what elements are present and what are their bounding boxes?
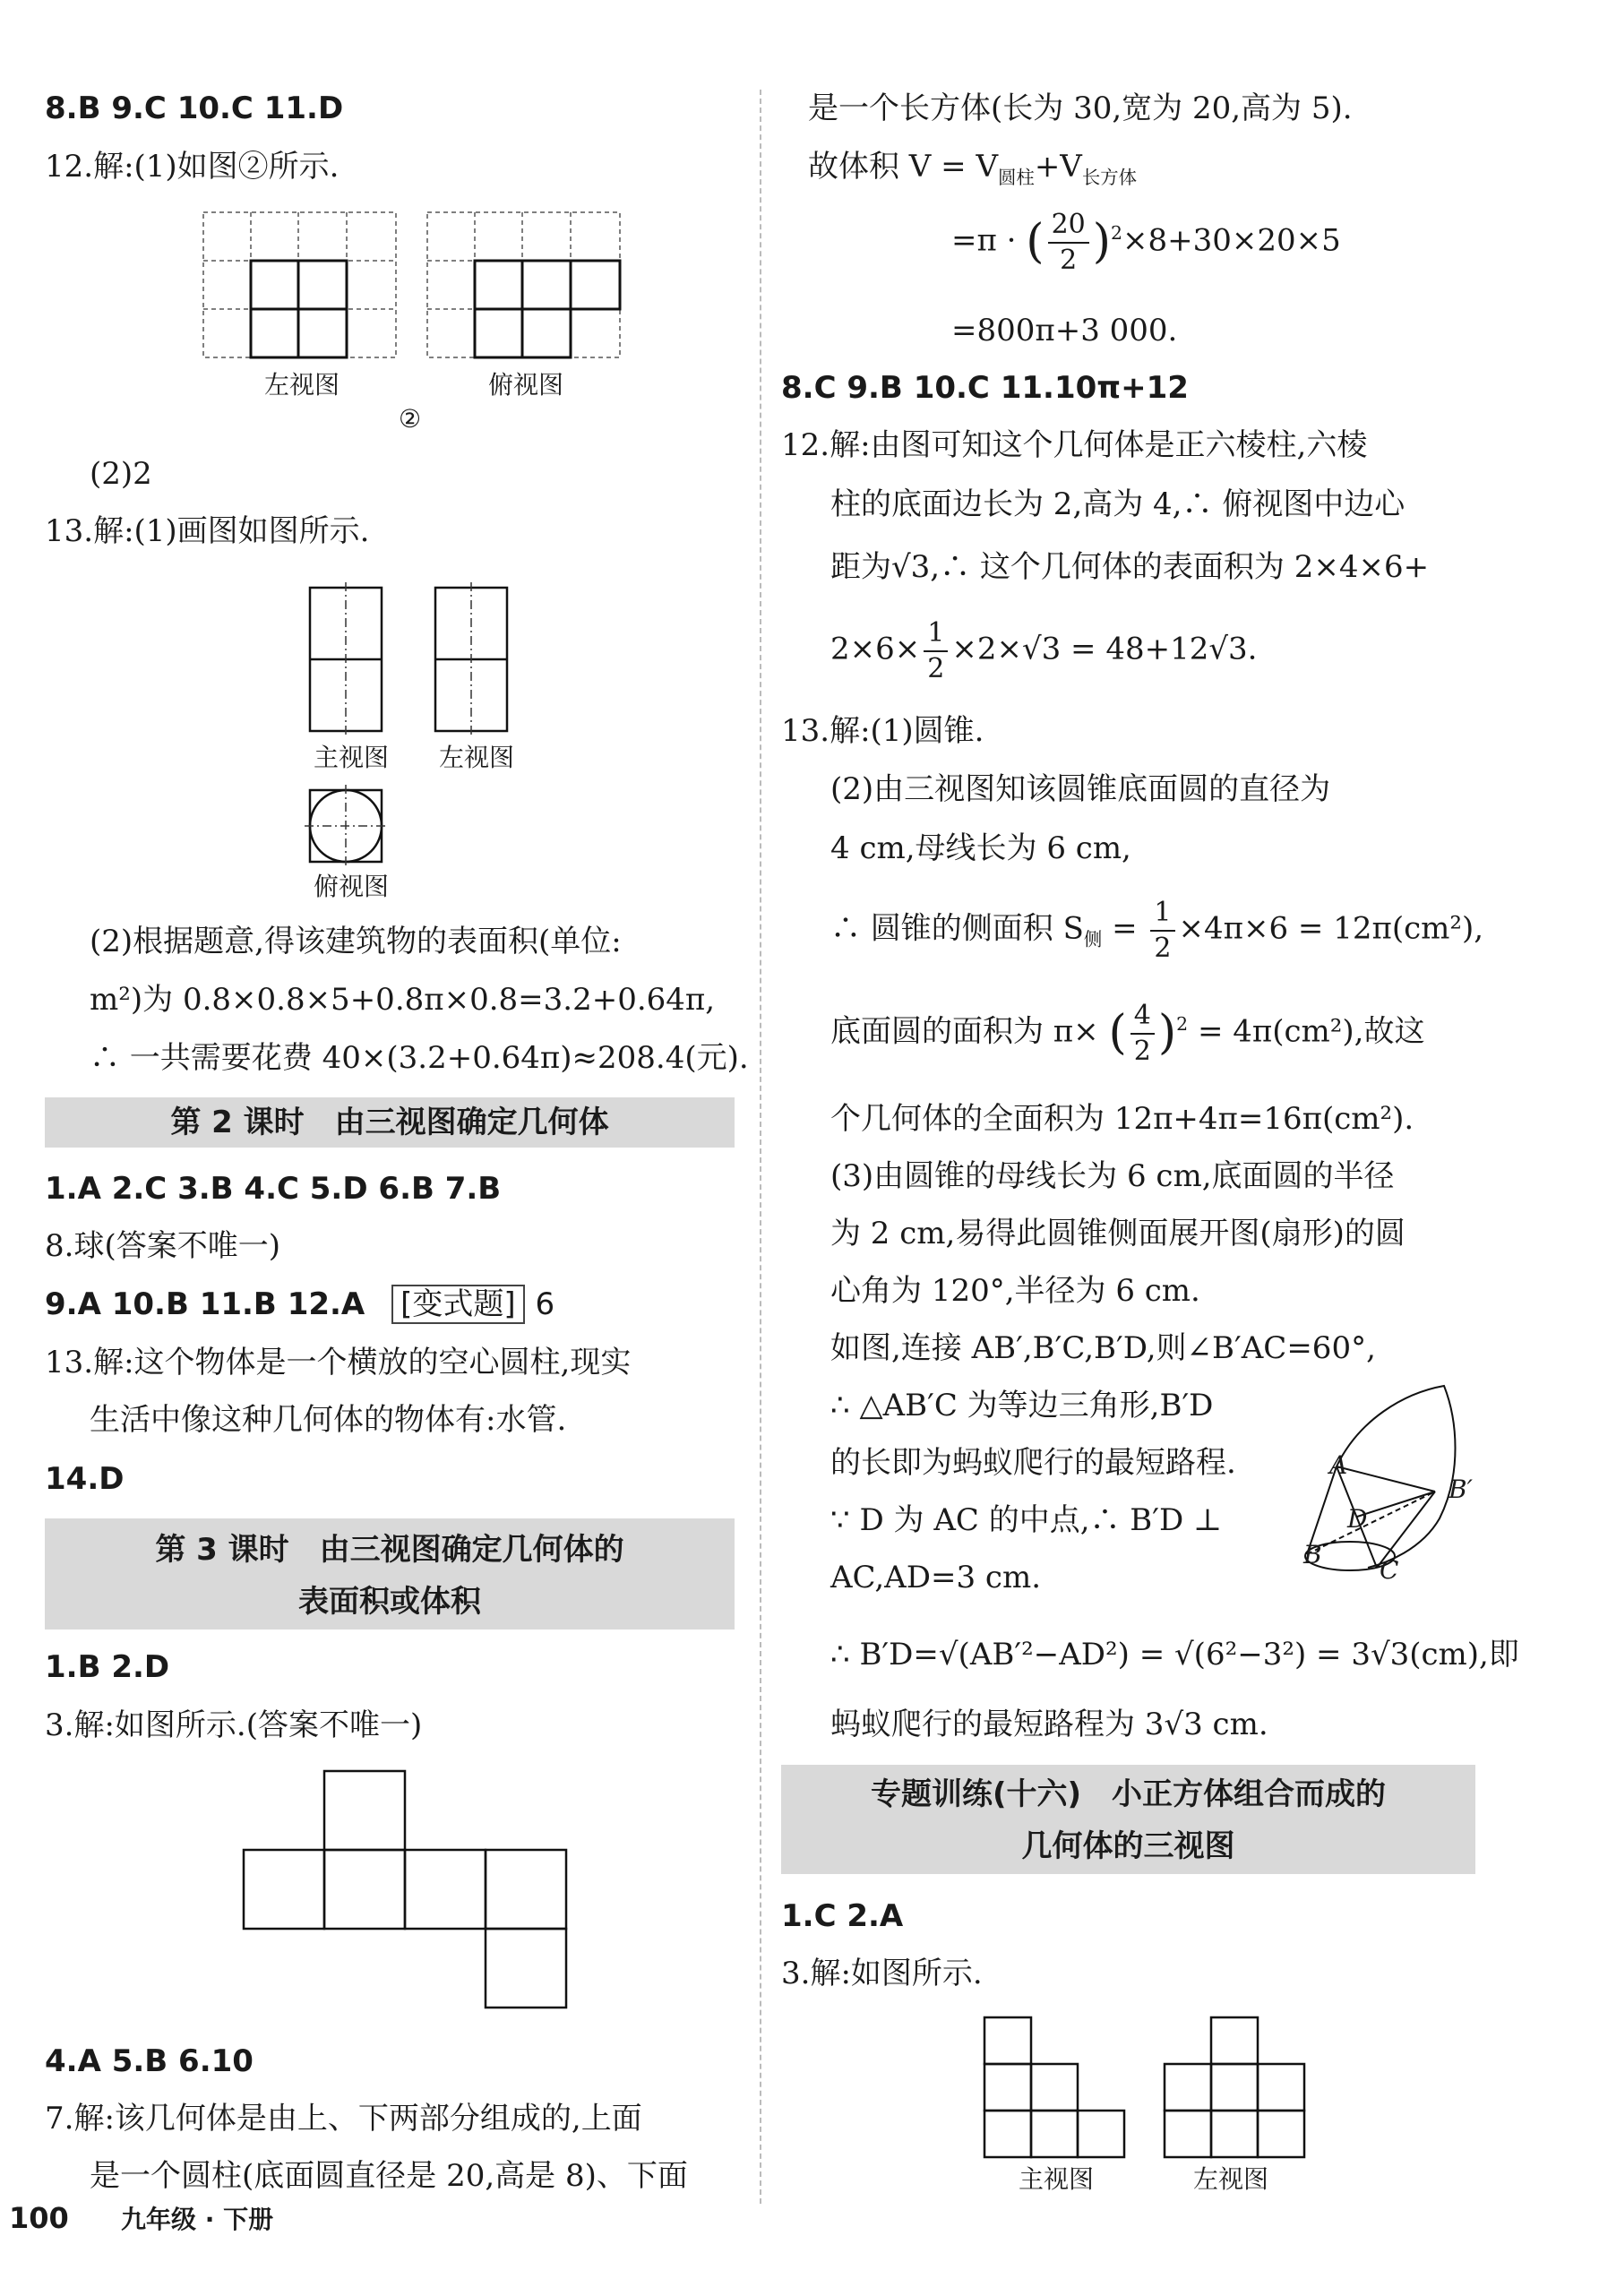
topic-16-banner-line2: 几何体的三视图	[1021, 1828, 1235, 1864]
base-label: 底面圆的面积为 π×	[830, 1013, 1099, 1050]
caption-top-view-13: 俯视图	[314, 872, 390, 901]
answers-9-12	[45, 1286, 554, 1324]
calc-pi: =π ·	[951, 222, 1017, 259]
caption-left-view-13: 左视图	[439, 743, 515, 772]
area-part2: ×2×√3 = 48+12√3.	[951, 631, 1258, 667]
volume-formula	[808, 148, 1137, 189]
total-area: 个几何体的全面积为 12π+4π=16π(cm²).	[830, 1101, 1414, 1137]
grade-label: 九年级 · 下册	[121, 2205, 274, 2234]
shortest-path-calc: ∴ B′D=√(AB′²−AD²) = √(6²−3²) = 3√3(cm),即	[830, 1637, 1519, 1673]
q12-part2: (2)2	[90, 456, 152, 492]
lateral-label: ∴ 圆锥的侧面积 S	[830, 910, 1084, 947]
volume-result: =800π+3 000.	[951, 313, 1178, 348]
q12-right-line2: 柱的底面边长为 2,高为 4,∴ 俯视图中边心	[830, 486, 1406, 522]
topic-figure-views	[983, 2016, 1323, 2168]
q3-solution: 3.解:如图所示.(答案不唯一)	[45, 1707, 423, 1743]
shortest-path-result: 蚂蚁爬行的最短路程为 3√3 cm.	[830, 1707, 1268, 1742]
answers-1-2: 1.B 2.D	[45, 1649, 170, 1685]
q13-right-line3: 4 cm,母线长为 6 cm,	[830, 830, 1131, 866]
figure-label: ②	[399, 404, 422, 434]
base-rest: = 4π(cm²),故这	[1197, 1013, 1425, 1050]
q13-part2-line1: (2)根据题意,得该建筑物的表面积(单位:	[90, 924, 622, 959]
q13-part3-line2: 为 2 cm,易得此圆锥侧面展开图(扇形)的圆	[830, 1216, 1406, 1251]
answers-9-12-text: 9.A 10.B 11.B 12.A	[45, 1286, 365, 1322]
lesson-3-banner-line2: 表面积或体积	[298, 1584, 481, 1620]
q13-answer-line1: 13.解:这个物体是一个横放的空心圆柱,现实	[45, 1345, 632, 1380]
q13-part2-line3: ∴ 一共需要花费 40×(3.2+0.64π)≈208.4(元).	[90, 1040, 749, 1076]
cone-label-bprime: B′	[1449, 1475, 1473, 1504]
q12-right-line4	[830, 616, 1257, 685]
fraction-20-2: $\frac{20}{2}$	[1048, 208, 1089, 277]
q12-right-line1: 12.解:由图可知这个几何体是正六棱柱,六棱	[781, 427, 1368, 463]
q13-part3-line6: 的长即为蚂蚁爬行的最短路程.	[830, 1445, 1236, 1481]
cube-net-figure	[242, 1769, 582, 2011]
fraction-lateral: $\frac{1}{2}$	[1150, 896, 1174, 965]
r-line1: 是一个长方体(长为 30,宽为 20,高为 5).	[808, 90, 1353, 126]
fraction-1-2: $\frac{1}{2}$	[924, 616, 948, 685]
topic-answers-1-2: 1.C 2.A	[781, 1898, 904, 1934]
q13-answer-line2: 生活中像这种几何体的物体有:水管.	[90, 1402, 567, 1438]
lateral-area	[830, 896, 1483, 965]
area-part1: 2×6×	[830, 631, 921, 667]
calc-rest: ×8+30×20×5	[1122, 222, 1341, 259]
lesson-3-banner	[45, 1518, 735, 1630]
base-area: 底面圆的面积为 π× ( $\frac{4}{2}$ )$^2$ = 4π(cm²),故这	[830, 1000, 1425, 1067]
topic-16-banner-line1: 专题训练(十六) 小正方体组合而成的	[870, 1776, 1387, 1812]
caption-front-view: 主视图	[314, 743, 390, 772]
answers-1-7: 1.A 2.C 3.B 4.C 5.D 6.B 7.B	[45, 1171, 502, 1207]
volume-plus: +V	[1034, 149, 1082, 185]
caption-left-view: 左视图	[264, 370, 340, 400]
lateral-eq: =	[1102, 910, 1148, 947]
q7-line2: 是一个圆柱(底面圆直径是 20,高是 8)、下面	[90, 2158, 688, 2194]
volume-v: 故体积 V = V	[808, 149, 999, 185]
sub-cylinder: 圆柱	[998, 166, 1035, 188]
lesson-3-banner-line1: 第 3 课时 由三视图确定几何体的	[155, 1532, 624, 1568]
fraction-4-2: $\frac{4}{2}$	[1130, 999, 1155, 1068]
q13-solution: 13.解:(1)画图如图所示.	[45, 513, 370, 549]
answer-8: 8.球(答案不唯一)	[45, 1228, 280, 1264]
q12-solution: 12.解:(1)如图②所示.	[45, 149, 340, 185]
variant-question-tag: [变式题]	[391, 1285, 525, 1324]
cone-label-b: B	[1303, 1540, 1322, 1569]
lateral-rest: ×4π×6 = 12π(cm²),	[1178, 910, 1484, 947]
q13-part3-line1: (3)由圆锥的母线长为 6 cm,底面圆的半径	[830, 1158, 1395, 1194]
topic-q3-solution: 3.解:如图所示.	[781, 1956, 983, 1991]
q13-part3-line8: AC,AD=3 cm.	[830, 1560, 1041, 1595]
q7-line1: 7.解:该几何体是由上、下两部分组成的,上面	[45, 2101, 642, 2137]
caption-topic-front: 主视图	[1019, 2164, 1095, 2194]
cone-label-c: C	[1380, 1555, 1399, 1585]
sub-lateral: 侧	[1083, 928, 1103, 950]
figure-13-views	[305, 582, 573, 869]
q13-part2-line2: m²)为 0.8×0.8×5+0.8π×0.8=3.2+0.64π,	[90, 982, 716, 1018]
q13-part3-line3: 心角为 120°,半径为 6 cm.	[830, 1273, 1200, 1309]
answer-14: 14.D	[45, 1461, 125, 1497]
column-divider	[760, 90, 761, 2204]
volume-calc: =π · ( $\frac{20}{2}$ )$^2$×8+30×20×5	[951, 209, 1341, 276]
answers-8-11-right: 8.C 9.B 10.C 11.10π+12	[781, 370, 1189, 406]
lesson-2-banner: 第 2 课时 由三视图确定几何体	[45, 1097, 735, 1148]
answers-4-6: 4.A 5.B 6.10	[45, 2043, 254, 2079]
caption-topic-left: 左视图	[1193, 2164, 1269, 2194]
variant-answer: 6	[535, 1286, 555, 1322]
q13-part3-line7: ∵ D 为 AC 的中点,∴ B′D ⊥	[830, 1502, 1223, 1538]
caption-top-view: 俯视图	[488, 370, 564, 400]
figure-2-views	[202, 211, 703, 363]
q13-part3-line4: 如图,连接 AB′,B′C,B′D,则∠B′AC=60°,	[830, 1330, 1376, 1366]
sub-cuboid: 长方体	[1081, 166, 1138, 188]
q13-part3-line5: ∴ △AB′C 为等边三角形,B′D	[830, 1388, 1214, 1423]
answers-8-11: 8.B 9.C 10.C 11.D	[45, 90, 344, 126]
q12-right-line3: 距为√3,∴ 这个几何体的表面积为 2×4×6+	[830, 549, 1430, 585]
page-number: 100	[9, 2201, 69, 2235]
cone-label-a: A	[1329, 1450, 1348, 1480]
q13-right-line2: (2)由三视图知该圆锥底面圆的直径为	[830, 771, 1331, 807]
topic-16-banner	[781, 1765, 1475, 1874]
cone-label-d: D	[1347, 1504, 1368, 1534]
q13-right-line1: 13.解:(1)圆锥.	[781, 713, 984, 749]
